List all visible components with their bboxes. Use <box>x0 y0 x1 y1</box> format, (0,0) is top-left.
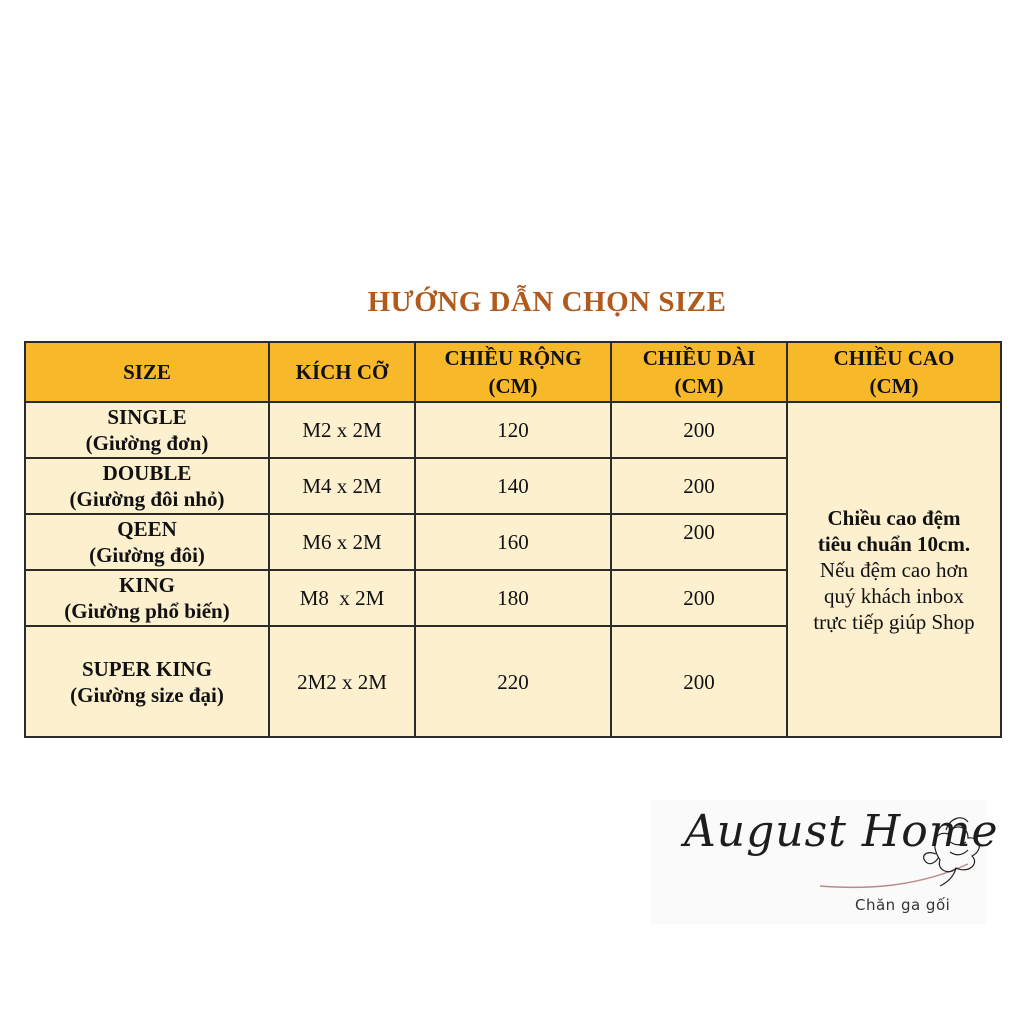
brand-tagline: Chăn ga gối <box>855 896 951 914</box>
header-size: SIZE <box>25 342 269 402</box>
kich-co-cell: M4 x 2M <box>269 458 415 514</box>
header-chieu-rong: CHIỀU RỘNG (CM) <box>415 342 611 402</box>
chieu-rong-cell: 140 <box>415 458 611 514</box>
size-guide-table <box>24 341 1002 738</box>
kich-co-cell: M8 x 2M <box>269 570 415 626</box>
chieu-dai-cell: 200 <box>611 514 787 570</box>
chieu-dai-cell: 200 <box>611 570 787 626</box>
kich-co-cell: M6 x 2M <box>269 514 415 570</box>
size-cell: DOUBLE (Giường đôi nhỏ) <box>25 458 269 514</box>
table-row <box>25 402 1001 458</box>
header-kich-co: KÍCH CỠ <box>269 342 415 402</box>
chieu-rong-cell: 220 <box>415 626 611 737</box>
brand-logo <box>650 800 999 924</box>
size-cell: KING (Giường phổ biến) <box>25 570 269 626</box>
chieu-cao-note: Chiều cao đệm tiêu chuẩn 10cm. Nếu đệm cao hơn quý khách inbox trực tiếp giúp Shop <box>787 402 1001 737</box>
page-title: HƯỚNG DẪN CHỌN SIZE <box>367 286 727 318</box>
size-cell: QEEN (Giường đôi) <box>25 514 269 570</box>
header-chieu-cao: CHIỀU CAO (CM) <box>787 342 1001 402</box>
chieu-rong-cell: 160 <box>415 514 611 570</box>
header-chieu-dai: CHIỀU DÀI (CM) <box>611 342 787 402</box>
chieu-dai-cell: 200 <box>611 402 787 458</box>
chieu-rong-cell: 120 <box>415 402 611 458</box>
size-cell: SINGLE (Giường đơn) <box>25 402 269 458</box>
table-header-row <box>25 342 1001 402</box>
kich-co-cell: 2M2 x 2M <box>269 626 415 737</box>
brand-name: August Home <box>684 806 999 857</box>
size-cell: SUPER KING (Giường size đại) <box>25 626 269 737</box>
chieu-dai-cell: 200 <box>611 626 787 737</box>
chieu-rong-cell: 180 <box>415 570 611 626</box>
kich-co-cell: M2 x 2M <box>269 402 415 458</box>
chieu-dai-cell: 200 <box>611 458 787 514</box>
